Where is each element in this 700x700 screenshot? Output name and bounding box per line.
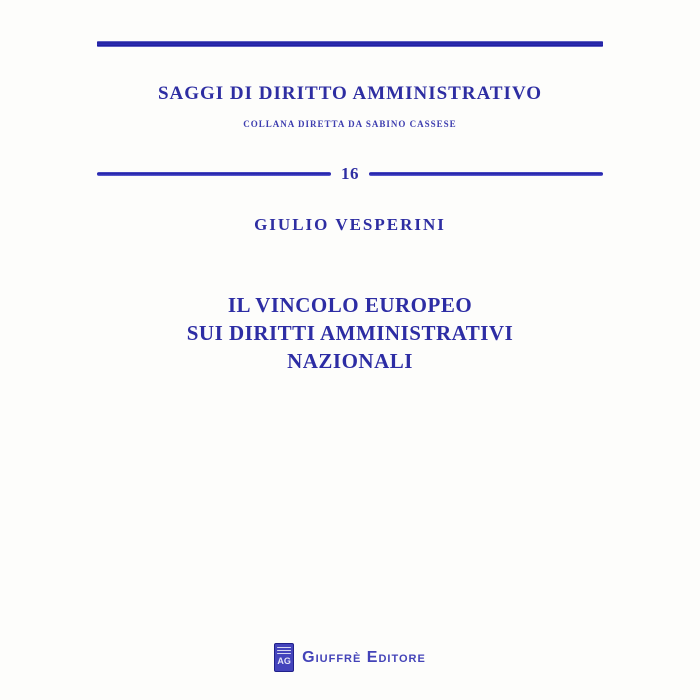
author-name: GIULIO VESPERINI: [254, 215, 446, 234]
title-line-3: NAZIONALI: [287, 349, 413, 373]
book-title: [0, 291, 700, 375]
logo-monogram: AG: [277, 656, 291, 666]
volume-number: 16: [341, 164, 359, 183]
volume-rule-left: [97, 172, 331, 176]
series-title: SAGGI DI DIRITTO AMMINISTRATIVO: [157, 83, 543, 104]
publisher-block: [0, 643, 700, 672]
title-line-1: IL VINCOLO EUROPEO: [227, 293, 473, 317]
logo-text-lines: [277, 647, 291, 654]
publisher-name: Giuffrè Editore: [302, 648, 426, 666]
series-subtitle: COLLANA DIRETTA DA SABINO CASSESE: [243, 119, 457, 129]
volume-rule-right: [369, 172, 603, 176]
giuffre-logo-icon: [274, 643, 294, 672]
title-line-2: SUI DIRITTI AMMINISTRATIVI: [186, 321, 514, 345]
volume-number-band: [97, 160, 603, 188]
top-rule: [97, 41, 603, 47]
